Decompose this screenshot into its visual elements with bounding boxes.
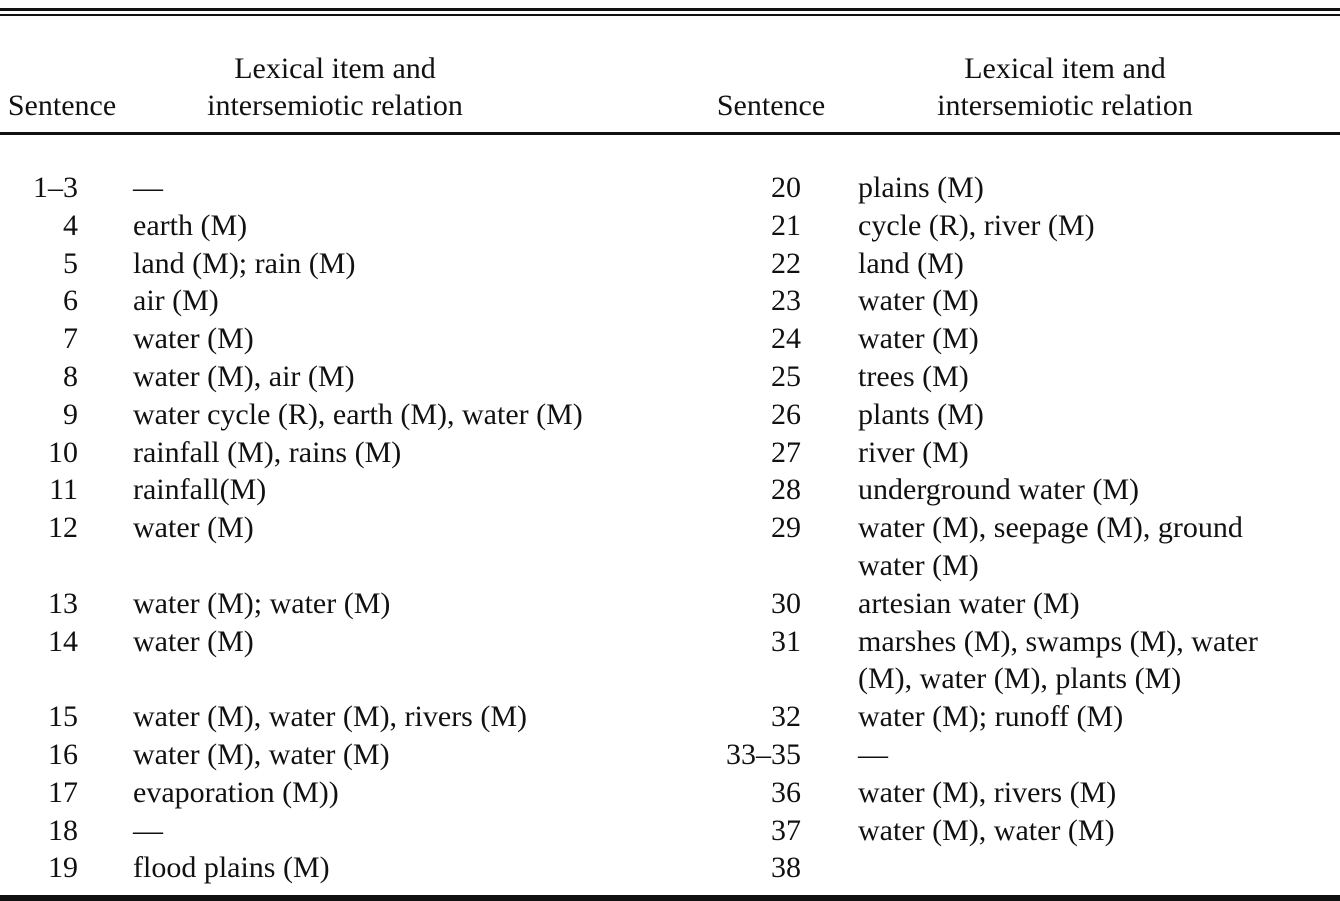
- lexical-item-text: water (M), seepage (M), ground: [858, 511, 1243, 545]
- sentence-number: 11: [49, 473, 78, 507]
- sentence-number: 24: [771, 322, 801, 356]
- sentence-number: 5: [63, 246, 78, 280]
- sentence-number: 38: [771, 851, 801, 885]
- lexical-item-text: water (M): [133, 624, 254, 658]
- lexical-item-text: rainfall(M): [133, 473, 267, 507]
- sentence-number: 28: [771, 473, 801, 507]
- lexical-item-text: —: [133, 813, 163, 847]
- lexical-item-text: earth (M): [133, 208, 248, 242]
- sentence-number: 22: [771, 246, 801, 280]
- sentence-number: 23: [771, 284, 801, 318]
- lexical-item-text: water (M): [858, 549, 979, 582]
- lexical-item-text: (M), water (M), plants (M): [858, 662, 1182, 696]
- lexical-item-text: underground water (M): [858, 473, 1140, 507]
- table-bottom-rule: [0, 895, 1340, 901]
- sentence-number: 4: [63, 208, 78, 242]
- lexical-item-text: land (M); rain (M): [133, 246, 356, 280]
- right-lexical-header-line1: Lexical item and: [964, 52, 1166, 85]
- sentence-number: 9: [63, 397, 78, 431]
- left-lexical-header-line2: intersemiotic relation: [207, 89, 463, 122]
- sentence-number: 26: [771, 397, 801, 431]
- sentence-number: 30: [771, 586, 801, 620]
- sentence-number: 32: [771, 700, 801, 734]
- sentence-number: 7: [63, 322, 78, 356]
- sentence-number: 10: [48, 435, 78, 469]
- lexical-item-text: water cycle (R), earth (M), water (M): [133, 397, 583, 431]
- lexical-item-text: trees (M): [858, 360, 969, 393]
- lexical-item-text: artesian water (M): [858, 586, 1080, 620]
- lexical-item-text: water (M), water (M): [858, 813, 1115, 847]
- lexical-item-text: water (M), water (M), rivers (M): [133, 700, 528, 734]
- left-lexical-header-line1: Lexical item and: [234, 52, 436, 85]
- sentence-number: 37: [771, 813, 801, 847]
- lexical-item-text: marshes (M), swamps (M), water: [858, 624, 1258, 658]
- lexical-item-text: water (M), rivers (M): [858, 775, 1117, 809]
- lexical-item-text: —: [133, 171, 163, 204]
- lexical-item-text: cycle (R), river (M): [858, 208, 1095, 242]
- sentence-number: 27: [771, 435, 801, 469]
- sentence-number: 6: [63, 284, 78, 318]
- header-bottom-rule: [0, 132, 1340, 135]
- lexical-item-text: water (M): [133, 322, 254, 356]
- sentence-number: 19: [48, 851, 78, 885]
- lexical-item-text: water (M): [858, 284, 979, 318]
- left-sentence-header: Sentence: [7, 89, 117, 122]
- sentence-number: 14: [48, 624, 78, 658]
- lexical-item-text: plants (M): [858, 397, 984, 431]
- sentence-number: 21: [771, 208, 801, 242]
- lexical-item-text: flood plains (M): [133, 851, 330, 885]
- sentence-number: 18: [48, 813, 78, 847]
- lexical-item-text: evaporation (M)): [133, 775, 339, 809]
- right-lexical-header-line2: intersemiotic relation: [937, 89, 1193, 122]
- sentence-number: 20: [771, 171, 801, 204]
- sentence-number: 16: [48, 738, 78, 771]
- lexical-item-text: rainfall (M), rains (M): [133, 435, 402, 469]
- lexical-item-text: water (M), water (M): [133, 738, 390, 771]
- lexical-item-text: water (M), air (M): [133, 360, 355, 393]
- lexical-item-text: land (M): [858, 246, 964, 280]
- sentence-number: 33–35: [726, 738, 801, 771]
- lexical-item-text: water (M): [858, 322, 979, 356]
- sentence-number: 25: [771, 360, 801, 393]
- table-top-rule-2: [0, 14, 1340, 16]
- lexical-item-text: river (M): [858, 435, 969, 469]
- sentence-number: 29: [771, 511, 801, 545]
- lexical-item-text: water (M); runoff (M): [858, 700, 1124, 734]
- sentence-number: 31: [771, 624, 801, 658]
- lexical-item-text: plains (M): [858, 171, 984, 204]
- lexical-item-text: water (M): [133, 511, 254, 545]
- table-top-rule-1: [0, 8, 1340, 11]
- lexical-item-text: water (M); water (M): [133, 586, 391, 620]
- sentence-number: 12: [48, 511, 78, 545]
- right-sentence-header: Sentence: [716, 89, 826, 122]
- sentence-number: 1–3: [33, 171, 78, 204]
- sentence-number: 17: [48, 775, 78, 809]
- sentence-number: 8: [63, 360, 78, 393]
- sentence-number: 13: [48, 586, 78, 620]
- lexical-item-text: air (M): [133, 284, 219, 318]
- sentence-number: 15: [48, 700, 78, 734]
- lexical-item-text: —: [858, 738, 888, 771]
- sentence-number: 36: [771, 775, 801, 809]
